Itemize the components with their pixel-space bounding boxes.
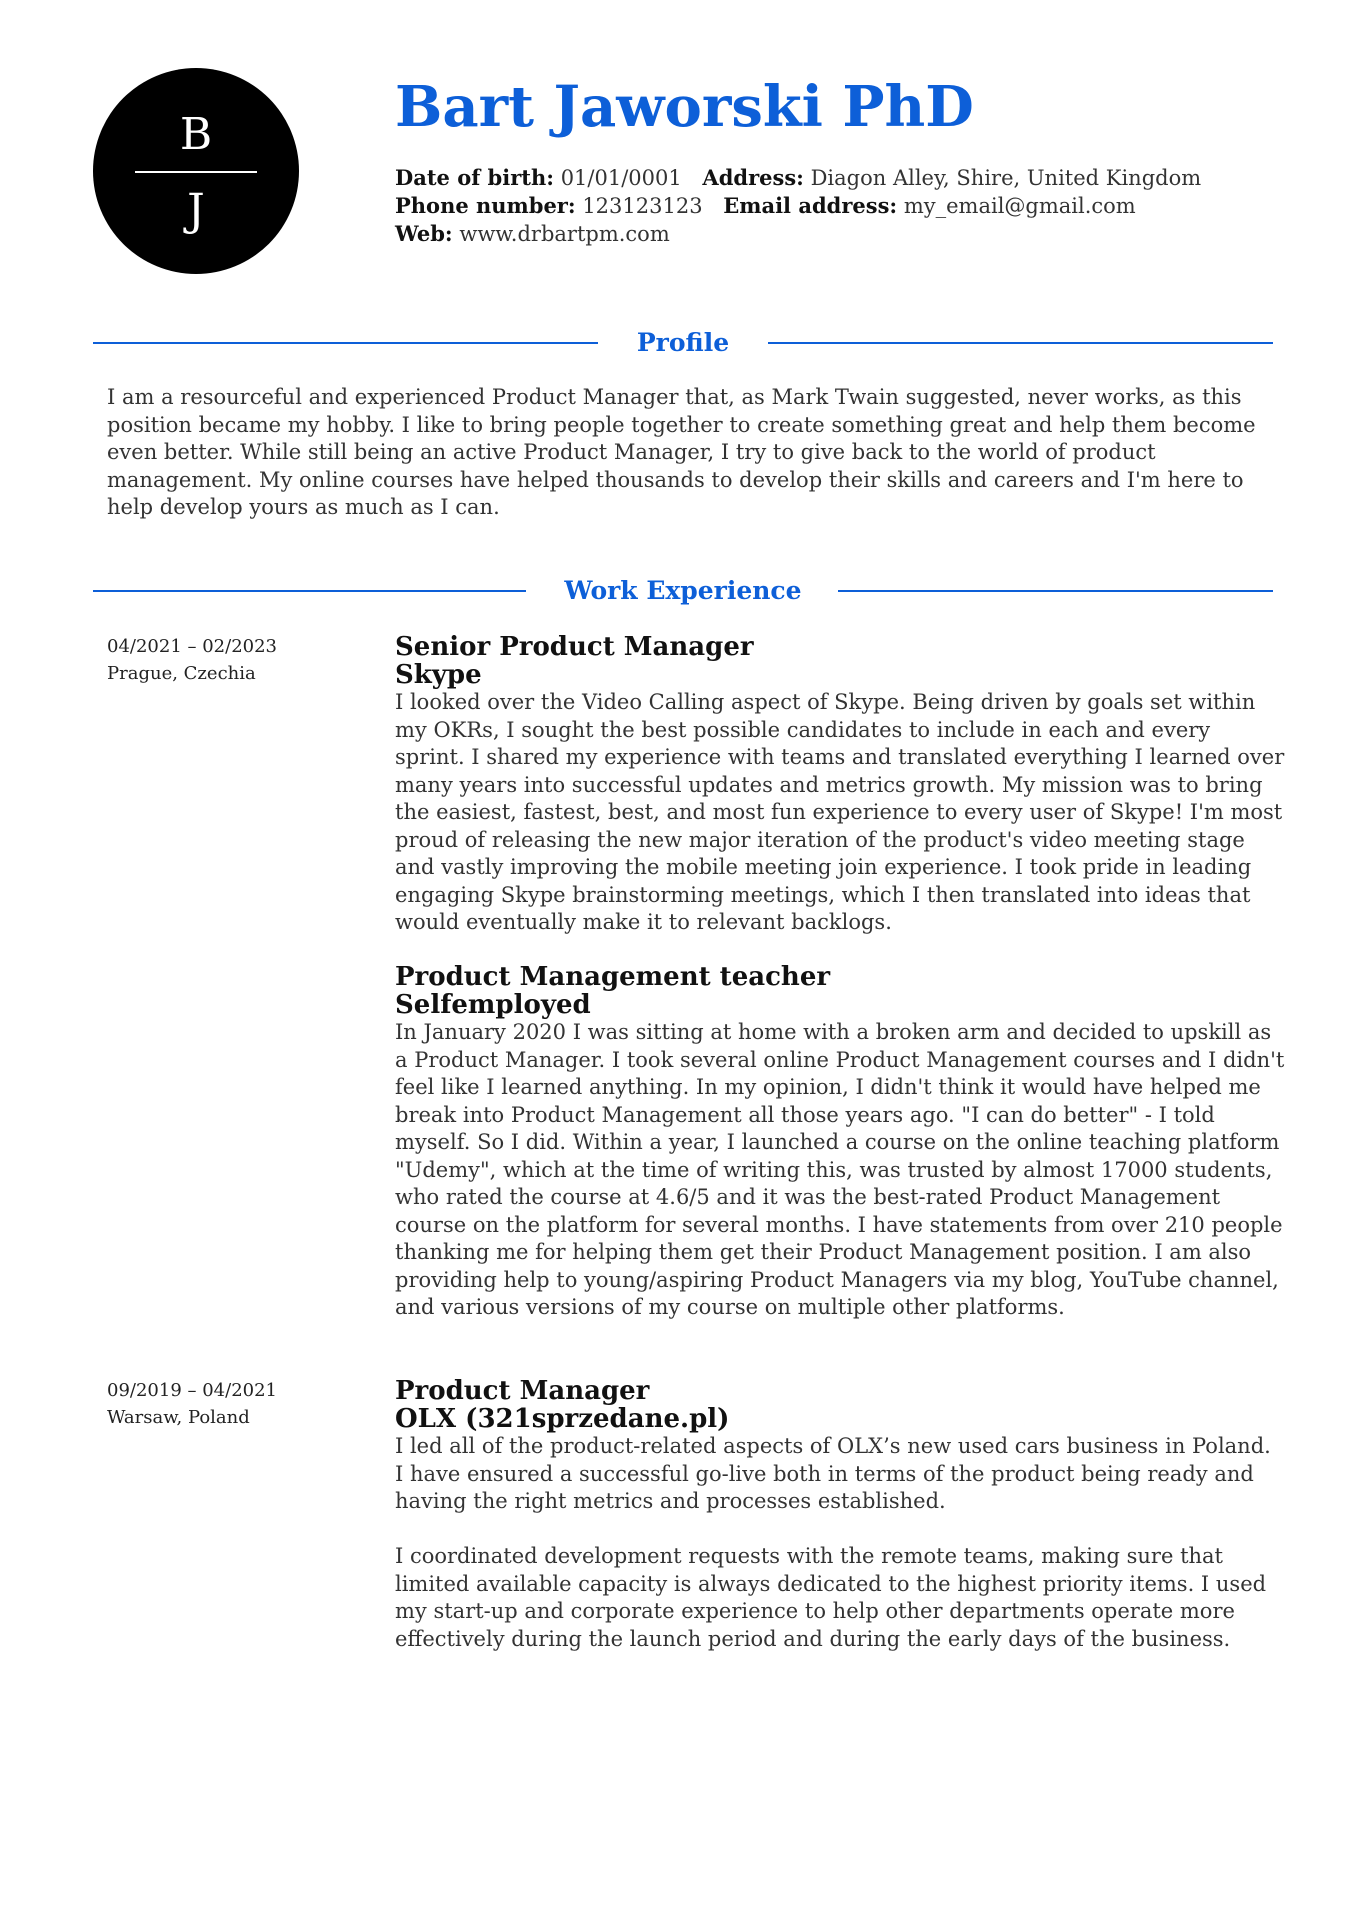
address-label: Address: (702, 165, 804, 190)
contact-row-2 (395, 192, 1295, 220)
profile-section-heading (93, 323, 1273, 363)
email-value[interactable]: my_email@gmail.com (903, 194, 1136, 218)
contact-row-1 (395, 164, 1295, 192)
job-location: Prague, Czechia (107, 663, 256, 684)
monogram-first-initial: B (179, 109, 213, 160)
job-role: Product Management teacher (395, 962, 831, 992)
work-section-heading (93, 571, 1273, 611)
job-dates: 04/2021 – 02/2023 (107, 636, 277, 657)
dob-label: Date of birth: (395, 165, 554, 190)
contact-details (395, 164, 1295, 248)
job-company: OLX (321sprzedane.pl) (395, 1404, 730, 1434)
dob-value: 01/01/0001 (560, 166, 682, 190)
web-value[interactable]: www.drbartpm.com (459, 222, 670, 246)
job-dates: 09/2019 – 04/2021 (107, 1380, 277, 1401)
job-meta (107, 1377, 357, 1431)
monogram-divider (135, 171, 257, 173)
job-description: I led all of the product-related aspects of OLX’s new used cars business in Poland. I have ensured a successful go-live both in terms of the product being ready and having the right metrics and processes established. (395, 1434, 1271, 1513)
job-details (395, 1377, 1285, 1653)
job-details (395, 963, 1285, 1322)
address-value: Diagon Alley, Shire, United Kingdom (810, 166, 1202, 190)
work-title: Work Experience (564, 576, 802, 605)
monogram-badge (93, 68, 299, 274)
job-company: Selfemployed (395, 990, 591, 1020)
candidate-name: Bart Jaworski PhD (395, 74, 974, 140)
job-meta (107, 633, 357, 687)
phone-value: 123123123 (582, 194, 703, 218)
job-description: I looked over the Video Calling aspect of Skype. Being driven by goals set within my OKRs, I sought the best possible candidates to include in each and every sprint. I shared my experience with teams and translated everything I learned over many years into successful updates and metrics growth. My mission was to bring the easiest, fastest, best, and most fun experience to every user of Skype! I'm most proud of releasing the new major iteration of the product's video meeting stage and vastly improving the mobile meeting join experience. I took pride in leading engaging Skype brainstorming meetings, which I then translated into ideas that would eventually make it to relevant backlogs. (395, 690, 1285, 934)
contact-row-3 (395, 220, 1295, 248)
job-details (395, 633, 1285, 937)
monogram-last-initial: J (187, 185, 205, 236)
profile-title: Profile (636, 328, 730, 357)
job-description-continued: I coordinated development requests with the remote teams, making sure that limited available capacity is always dedicated to the highest priority items. I used my start-up and corporate experience to help other departments operate more effectively during the launch period and during the early days of the business. (395, 1544, 1267, 1651)
phone-label: Phone number: (395, 193, 576, 218)
job-role: Senior Product Manager (395, 632, 754, 662)
job-role: Product Manager (395, 1376, 650, 1406)
email-label: Email address: (723, 193, 898, 218)
profile-summary: I am a resourceful and experienced Product Manager that, as Mark Twain suggested, never works, as this position became my hobby. I like to bring people together to create something great and help them become even better. While still being an active Product Manager, I try to give back to the world of product management. My online courses have helped thousands to develop their skills and careers and I'm here to help develop yours as much as I can. (107, 385, 1256, 519)
web-label: Web: (395, 221, 453, 246)
job-location: Warsaw, Poland (107, 1407, 250, 1428)
job-description: In January 2020 I was sitting at home with a broken arm and decided to upskill as a Product Manager. I took several online Product Management courses and I didn't feel like I learned anything. In my opinion, I didn't think it would have helped me break into Product Management all those years ago. "I can do better" - I told myself. So I did. Within a year, I launched a course on the online teaching platform "Udemy", which at the time of writing this, was trusted by almost 17000 students, who rated the course at 4.6/5 and it was the best-rated Product Management course on the platform for several months. I have statements from over 210 people thanking me for helping them get their Product Management position. I am also providing help to young/aspiring Product Managers via my blog, YouTube channel, and various versions of my course on multiple other platforms. (395, 1020, 1285, 1319)
job-company: Skype (395, 660, 482, 690)
